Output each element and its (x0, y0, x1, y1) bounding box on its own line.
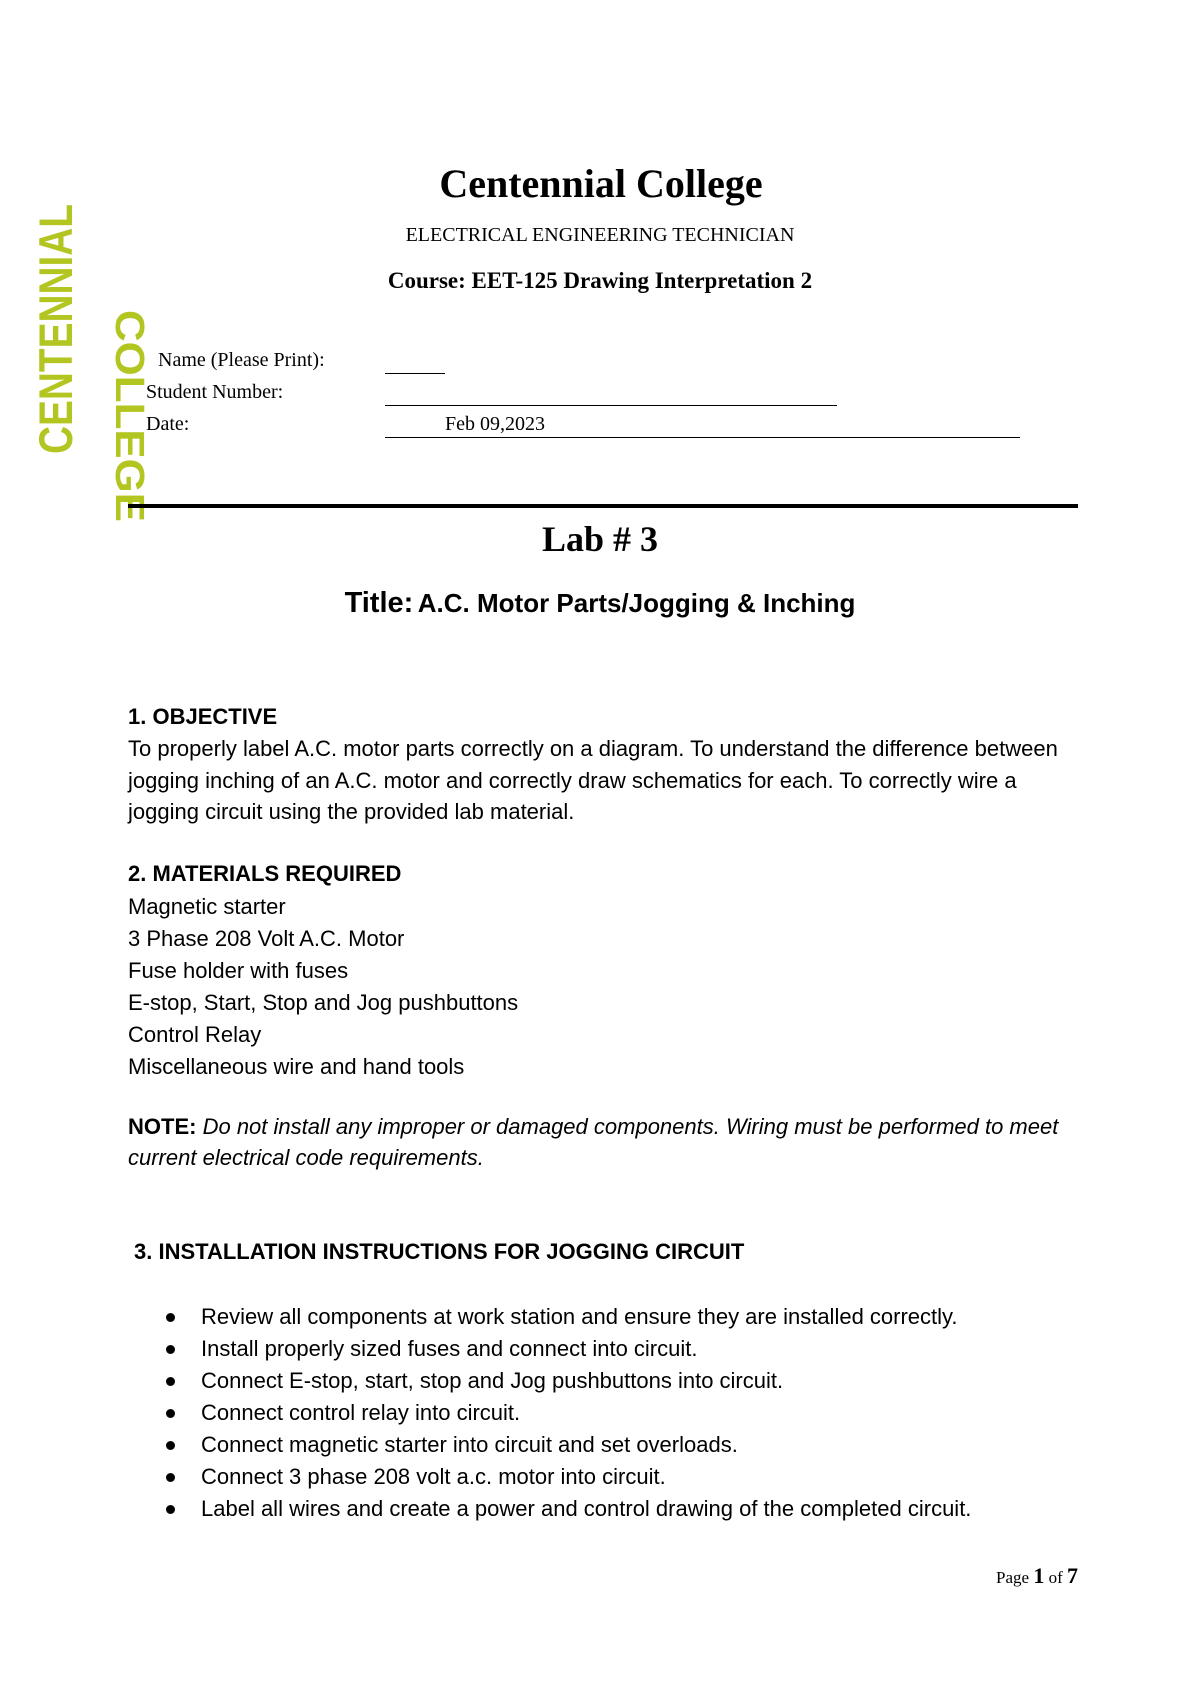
header-divider (128, 504, 1078, 508)
of-word: of (1048, 1568, 1063, 1587)
list-item-text: Connect E-stop, start, stop and Jog pushbuttons into circuit. (201, 1368, 784, 1393)
lab-subtitle (0, 587, 1200, 620)
list-item-text: Connect 3 phase 208 volt a.c. motor into circuit. (201, 1464, 666, 1489)
bullet-icon (166, 1473, 175, 1482)
student-number-label: Student Number: (146, 381, 284, 403)
installation-steps (166, 1301, 971, 1525)
materials-heading: 2. MATERIALS REQUIRED (128, 861, 402, 886)
list-item (166, 1301, 971, 1333)
note-block (128, 1111, 1088, 1173)
page-total: 7 (1067, 1563, 1078, 1588)
date-field-line[interactable] (385, 437, 1020, 438)
lab-number: Lab # 3 (541, 519, 659, 559)
list-item: 3 Phase 208 Volt A.C. Motor (128, 926, 405, 951)
date-label: Date: (146, 413, 190, 435)
bullet-icon (166, 1505, 175, 1514)
list-item-text: Install properly sized fuses and connect into circuit. (201, 1336, 698, 1361)
bullet-icon (166, 1441, 175, 1450)
logo-line-centennial: CENTENNIAL (29, 151, 82, 454)
list-item: E-stop, Start, Stop and Jog pushbuttons (128, 990, 519, 1015)
date-field[interactable]: Feb 09,2023 (445, 413, 545, 435)
note-text: Do not install any improper or damaged components. Wiring must be performed to meet current electrical code requirements. (128, 1114, 1059, 1170)
list-item-text: Label all wires and create a power and control drawing of the completed circuit. (201, 1496, 972, 1521)
logo-line-college: COLLEGE (107, 310, 153, 509)
list-item (166, 1333, 971, 1365)
note-label: NOTE: (128, 1114, 197, 1139)
objective-text: To properly label A.C. motor parts correctly on a diagram. To understand the difference between jogging inching of an A.C. motor and correctly draw schematics for each. To correctly wire a jogging circuit using the provided lab material. (128, 736, 1058, 824)
name-field[interactable] (385, 373, 445, 374)
name-label: Name (Please Print): (158, 349, 325, 371)
institution-title: Centennial College (439, 161, 763, 206)
list-item (166, 1461, 971, 1493)
lab-subtitle-prefix: Title: (344, 587, 414, 619)
objective-heading: 1. OBJECTIVE (128, 704, 278, 729)
list-item (166, 1397, 971, 1429)
bullet-icon (166, 1313, 175, 1322)
student-number-field[interactable] (385, 405, 837, 406)
list-item: Fuse holder with fuses (128, 958, 349, 983)
page-word: Page (996, 1568, 1030, 1587)
bullet-icon (166, 1345, 175, 1354)
bullet-icon (166, 1377, 175, 1386)
bullet-icon (166, 1409, 175, 1418)
list-item (166, 1493, 971, 1525)
list-item-text: Review all components at work station and ensure they are installed correctly. (201, 1304, 958, 1329)
lab-subtitle-text: A.C. Motor Parts/Jogging & Inching (417, 588, 856, 618)
list-item: Miscellaneous wire and hand tools (128, 1054, 465, 1079)
list-item: Magnetic starter (128, 894, 286, 919)
page-current: 1 (1033, 1563, 1045, 1588)
page-number (996, 1563, 1078, 1589)
list-item-text: Connect control relay into circuit. (201, 1400, 521, 1425)
list-item (166, 1429, 971, 1461)
materials-list (128, 891, 518, 1083)
list-item: Control Relay (128, 1022, 262, 1047)
course-name: Course: EET-125 Drawing Interpretation 2 (387, 268, 813, 293)
program-name: ELECTRICAL ENGINEERING TECHNICIAN (405, 224, 795, 246)
installation-heading: 3. INSTALLATION INSTRUCTIONS FOR JOGGING CIRCUIT (134, 1239, 745, 1264)
list-item-text: Connect magnetic starter into circuit and set overloads. (201, 1432, 738, 1457)
list-item (166, 1365, 971, 1397)
